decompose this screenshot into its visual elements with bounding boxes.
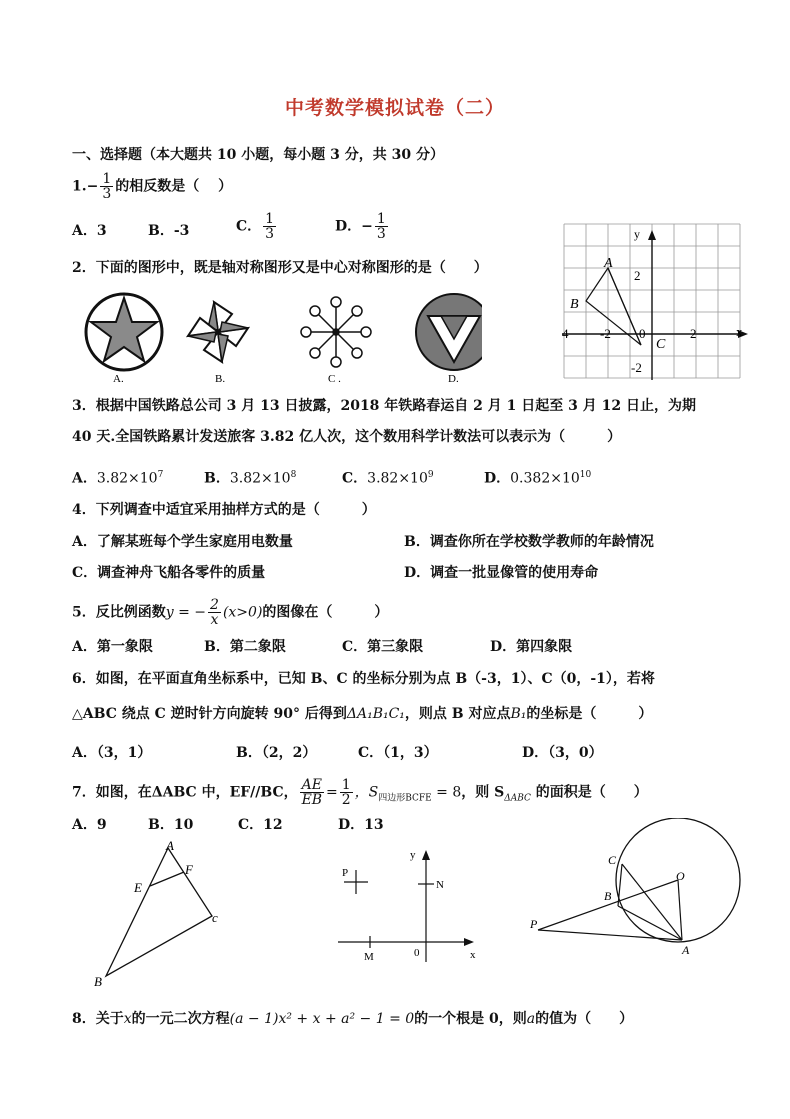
q3-option-a-base: 3.82×10 xyxy=(96,470,158,487)
q1-prefix: 1.− xyxy=(72,178,99,195)
q3-option-d[interactable] xyxy=(484,466,591,488)
fig-label-origin: 0 xyxy=(414,947,420,959)
q1-option-b[interactable]: B．-3 xyxy=(148,223,190,239)
x-axis-label: x xyxy=(736,324,743,339)
tick-2-x: 2 xyxy=(690,326,697,341)
fig-label-c: c xyxy=(212,910,218,925)
q4-option-c[interactable]: C．调查神舟飞船各零件的质量 xyxy=(72,565,266,581)
q5-prefix: 5．反比例函数 xyxy=(72,604,166,621)
q1-option-a[interactable]: A．3 xyxy=(72,223,107,239)
question-5 xyxy=(72,598,388,627)
q5-condition: (x>0) xyxy=(222,604,263,621)
tick-neg2-y: -2 xyxy=(631,360,642,375)
q4-option-a[interactable]: A．了解某班每个学生家庭用电数量 xyxy=(72,534,293,550)
q4-option-b[interactable]: B．调查你所在学校数学教师的年龄情况 xyxy=(404,534,654,550)
q8-suffix1: 的一个根是 0，则 xyxy=(414,1011,527,1027)
q7-prefix: 7．如图，在ΔABC 中，EF//BC， xyxy=(72,784,298,801)
fig-label-p: P xyxy=(342,867,349,879)
q2-figures xyxy=(82,290,482,386)
fig-label-y: y xyxy=(410,849,416,861)
question-6-line2 xyxy=(72,705,652,723)
q7-suffix: 的面积是（ ） xyxy=(530,784,648,801)
fig-label-c-point: C xyxy=(608,853,617,867)
q8-variable-x: x xyxy=(123,1011,132,1027)
q7-equals: = xyxy=(326,784,338,801)
q1-option-c[interactable] xyxy=(236,212,278,241)
q7-option-a[interactable]: A．9 xyxy=(72,817,107,833)
q3-option-c-base: 3.82×10 xyxy=(367,470,428,487)
q6-line2-part-c: 的坐标是（ ） xyxy=(526,706,653,722)
fig-label-a: A xyxy=(166,838,174,853)
q6-option-d[interactable]: D．（3，0） xyxy=(522,745,603,761)
star-circle-icon xyxy=(86,294,162,370)
q6-option-b[interactable]: B．（2，2） xyxy=(236,745,317,761)
q3-option-b[interactable] xyxy=(204,466,296,488)
q3-option-d-base: 0.382×10 xyxy=(510,470,580,487)
point-c-label: C xyxy=(656,337,666,352)
q3-option-d-label: D． xyxy=(484,470,511,487)
q1-option-d-label: D．− xyxy=(335,218,373,235)
q7-area-value: = 8 xyxy=(431,784,462,801)
q8-mid: 的一元二次方程 xyxy=(131,1011,230,1027)
fig-label-a-point: A xyxy=(682,943,690,957)
question-6-line1: 6．如图，在平面直角坐标系中，已知 B、C 的坐标分别为点 B（-3，1）、C（0，-1），若将 xyxy=(72,671,655,687)
q4-option-d[interactable]: D．调查一批显像管的使用寿命 xyxy=(404,565,599,581)
axes-pnm-figure xyxy=(332,846,482,966)
q3-option-d-exp: 10 xyxy=(579,470,592,480)
q5-option-a[interactable]: A．第一象限 xyxy=(72,639,153,655)
q3-option-c[interactable] xyxy=(342,466,434,488)
q7-frac-den: EB xyxy=(301,792,323,808)
q7-area-s: ，S xyxy=(354,784,379,801)
fig-label-x: x xyxy=(470,949,476,961)
fig-label-m: M xyxy=(364,951,374,963)
q7-option-c[interactable]: C．12 xyxy=(238,817,283,833)
pinwheel-icon xyxy=(188,302,248,362)
triangle-circle-icon xyxy=(416,294,482,370)
q5-function: y = − xyxy=(165,604,207,621)
q1-option-d-num: 1 xyxy=(376,211,386,227)
q7-frac2-den: 2 xyxy=(341,792,351,808)
q8-prefix: 8．关于 xyxy=(72,1011,124,1027)
question-8 xyxy=(72,1010,633,1028)
q3-option-a-exp: 7 xyxy=(157,470,164,480)
q2-label-c: C . xyxy=(328,373,341,385)
q1-option-c-num: 1 xyxy=(265,211,275,227)
question-3-line1: 3．根据中国铁路总公司 3 月 13 日披露，2018 年铁路春运自 2 月 1 日起至 3 月 12 日止，为期 xyxy=(72,398,696,414)
q5-frac-num: 2 xyxy=(210,597,219,613)
q3-option-a-label: A． xyxy=(72,470,97,487)
q7-frac-num: AE xyxy=(301,777,322,793)
q2-label-a: A. xyxy=(113,373,124,385)
q3-option-c-label: C． xyxy=(342,470,368,487)
q6-option-c[interactable]: C．（1，3） xyxy=(358,745,438,761)
q3-option-a[interactable] xyxy=(72,466,163,488)
question-1 xyxy=(72,172,232,201)
q3-option-b-exp: 8 xyxy=(290,470,297,480)
fig-label-n: N xyxy=(436,879,444,891)
q8-suffix2: 的值为（ ） xyxy=(535,1011,634,1027)
tick-neg4: 4 xyxy=(562,326,569,341)
q5-option-c[interactable]: C．第三象限 xyxy=(342,639,424,655)
q6-option-a[interactable]: A．（3，1） xyxy=(72,745,152,761)
q7-option-b[interactable]: B．10 xyxy=(148,817,194,833)
q6-line2-part-a: △ABC 绕点 C 逆时针方向旋转 90° 后得到 xyxy=(72,706,347,722)
q7-option-d[interactable]: D．13 xyxy=(338,817,384,833)
q7-frac2-num: 1 xyxy=(341,777,351,793)
point-b-label: B xyxy=(570,297,579,312)
question-7 xyxy=(72,778,648,807)
y-axis-label: y xyxy=(634,227,640,241)
q1-option-d[interactable] xyxy=(335,212,390,241)
tick-2: 2 xyxy=(634,268,641,283)
q7-area-sub: 四边形BCFE xyxy=(378,793,432,804)
q8-variable-a: a xyxy=(526,1011,536,1027)
q1-option-c-label: C． xyxy=(236,218,262,235)
q5-suffix: 的图像在（ ） xyxy=(262,604,389,621)
dot-flower-icon xyxy=(301,297,371,367)
page-title: 中考数学模拟试卷（二） xyxy=(284,97,505,119)
origin-label: 0 xyxy=(639,326,646,341)
fig-label-b-point: B xyxy=(604,889,612,903)
q6-rotated-triangle: ΔA₁B₁C₁ xyxy=(346,706,405,722)
q3-option-b-base: 3.82×10 xyxy=(229,470,291,487)
fig-label-b: B xyxy=(94,974,102,989)
q7-then: ，则 S xyxy=(461,784,505,801)
q3-option-c-exp: 9 xyxy=(427,470,434,480)
coordinate-grid-figure xyxy=(562,222,752,382)
q3-option-b-label: B． xyxy=(204,470,230,487)
q1-suffix: 的相反数是（ ） xyxy=(115,178,233,195)
fig-label-e: E xyxy=(134,880,142,895)
triangle-aef-figure xyxy=(90,838,230,998)
q7-then-sub: ΔABC xyxy=(504,793,531,804)
section-heading: 一、选择题（本大题共 10 小题，每小题 3 分，共 30 分） xyxy=(72,147,444,163)
q1-frac-den: 3 xyxy=(102,186,112,202)
tick-neg2-x: -2 xyxy=(600,326,611,341)
fig-label-p-point: P xyxy=(530,917,538,931)
q6-point-b1: B₁ xyxy=(510,706,527,722)
question-4: 4．下列调查中适宜采用抽样方式的是（ ） xyxy=(72,502,376,518)
q1-option-d-den: 3 xyxy=(376,226,386,242)
q5-option-d[interactable]: D．第四象限 xyxy=(490,639,573,655)
question-3-line2: 40 天.全国铁路累计发送旅客 3.82 亿人次，这个数用科学计数法可以表示为（ ） xyxy=(72,429,622,445)
q1-frac-num: 1 xyxy=(102,171,112,187)
q2-label-d: D. xyxy=(448,373,459,385)
question-2: 2．下面的图形中，既是轴对称图形又是中心对称图形的是（ ） xyxy=(72,260,488,276)
q5-frac-den: x xyxy=(210,612,219,628)
y-axis-arrow xyxy=(648,230,656,240)
q1-option-c-den: 3 xyxy=(265,226,275,242)
fig-label-f: F xyxy=(185,862,193,877)
q6-line2-part-b: ，则点 B 对应点 xyxy=(404,706,511,722)
q2-label-b: B. xyxy=(215,373,226,385)
q8-equation: (a − 1)x² + x + a² − 1 = 0 xyxy=(229,1011,415,1027)
point-a-label: A xyxy=(604,256,613,271)
q1-fraction xyxy=(100,172,113,201)
q5-option-b[interactable]: B．第二象限 xyxy=(204,639,286,655)
fig-label-o-center: O xyxy=(676,869,685,883)
circle-tangent-figure xyxy=(526,818,758,968)
